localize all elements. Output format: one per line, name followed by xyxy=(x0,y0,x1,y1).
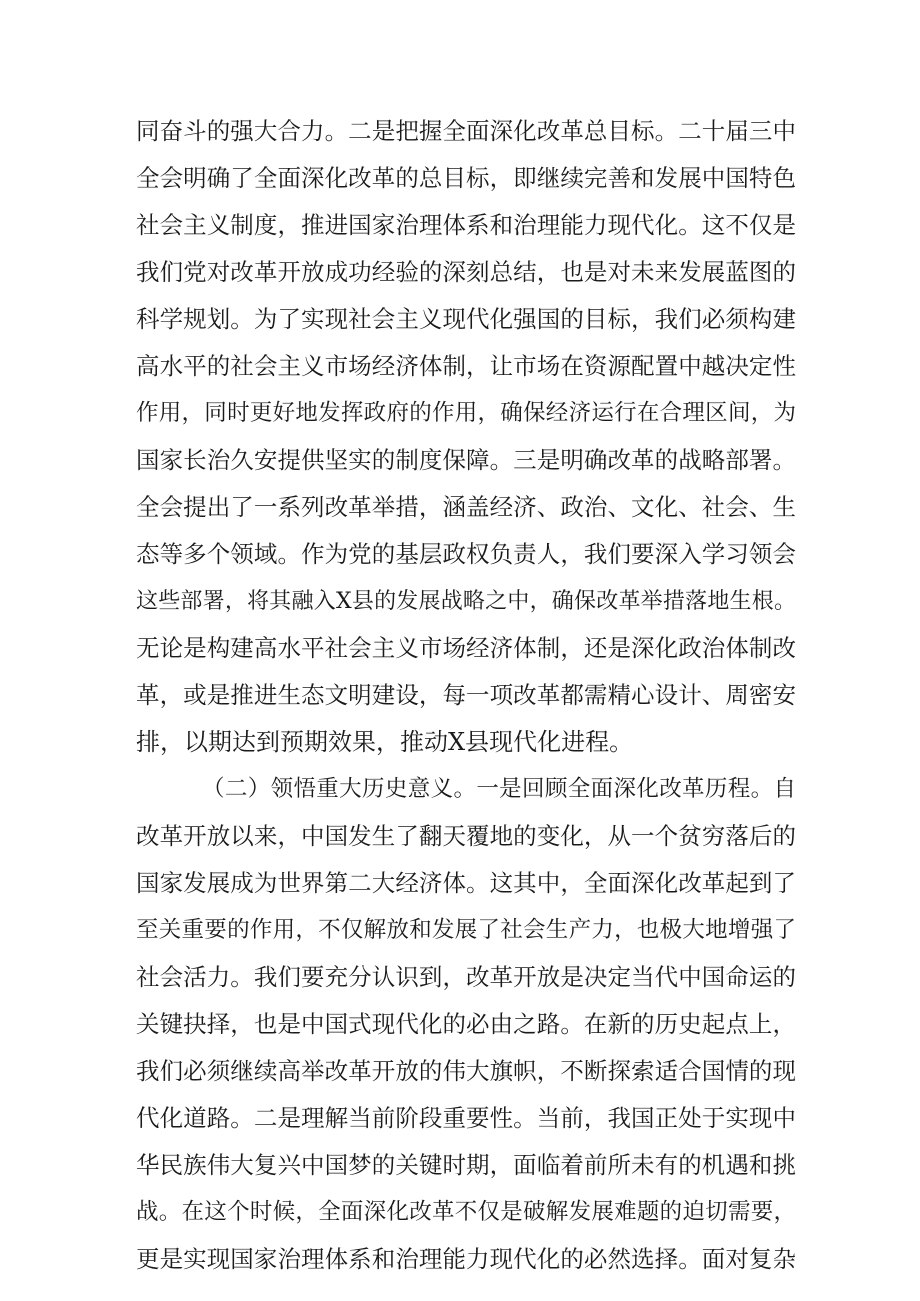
text-line: 科学规划。为了实现社会主义现代化强国的目标，我们必须构建 xyxy=(136,305,796,333)
body-text xyxy=(136,108,796,1283)
text-line: 改革开放以来，中国发生了翻天覆地的变化，从一个贫穷落后的 xyxy=(136,822,796,850)
text-line: 革，或是推进生态文明建设，每一项改革都需精心设计、周密安 xyxy=(136,681,796,709)
text-line: 这些部署，将其融入X县的发展战略之中，确保改革举措落地生根。 xyxy=(136,589,796,614)
text-line: 我们必须继续高举改革开放的伟大旗帜，不断探索适合国情的现 xyxy=(136,1057,796,1085)
text-line: 全会提出了一系列改革举措，涵盖经济、政治、文化、社会、生 xyxy=(136,493,796,521)
section-heading-line: （二）领悟重大历史意义。一是回顾全面深化改革历程。自 xyxy=(202,776,796,802)
text-line: 战。在这个时候，全面深化改革不仅是破解发展难题的迫切需要， xyxy=(136,1199,796,1225)
text-line: 全会明确了全面深化改革的总目标，即继续完善和发展中国特色 xyxy=(136,164,796,192)
text-line: 我们党对改革开放成功经验的深刻总结，也是对未来发展蓝图的 xyxy=(136,258,796,286)
text-line: 社会主义制度，推进国家治理体系和治理能力现代化。这不仅是 xyxy=(136,211,796,239)
text-line: 态等多个领域。作为党的基层政权负责人，我们要深入学习领会 xyxy=(136,540,796,568)
paragraph-end-line: 排，以期达到预期效果，推动X县现代化进程。 xyxy=(136,728,634,756)
text-line: 华民族伟大复兴中国梦的关键时期，面临着前所未有的机遇和挑 xyxy=(136,1151,796,1179)
text-line: 代化道路。二是理解当前阶段重要性。当前，我国正处于实现中 xyxy=(136,1104,796,1132)
text-line: 高水平的社会主义市场经济体制，让市场在资源配置中越决定性 xyxy=(136,352,796,380)
text-line: 至关重要的作用，不仅解放和发展了社会生产力，也极大地增强了 xyxy=(136,917,796,943)
text-line: 关键抉择，也是中国式现代化的必由之路。在新的历史起点上， xyxy=(136,1010,796,1038)
text-line: 无论是构建高水平社会主义市场经济体制，还是深化政治体制改 xyxy=(136,634,796,662)
text-line: 作用，同时更好地发挥政府的作用，确保经济运行在合理区间，为 xyxy=(136,400,796,426)
text-line: 社会活力。我们要充分认识到，改革开放是决定当代中国命运的 xyxy=(136,963,796,991)
text-line: 同奋斗的强大合力。二是把握全面深化改革总目标。二十届三中 xyxy=(136,117,796,145)
text-line: 更是实现国家治理体系和治理能力现代化的必然选择。面对复杂 xyxy=(136,1245,796,1273)
text-line: 国家发展成为世界第二大经济体。这其中，全面深化改革起到了 xyxy=(136,869,796,897)
text-line: 国家长治久安提供坚实的制度保障。三是明确改革的战略部署。 xyxy=(136,446,796,474)
